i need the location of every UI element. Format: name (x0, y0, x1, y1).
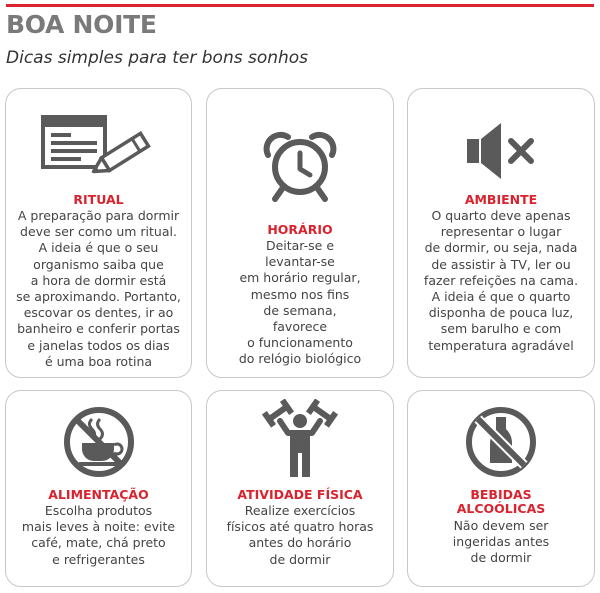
page-subtitle: Dicas simples para ter bons sonhos (6, 48, 309, 68)
card-title: RITUAL (73, 192, 124, 207)
card-text: Deitar-se e levantar-se em horário regular, mesmo nos fins de semana, favorece o funcionamento do relógio biológico (238, 238, 362, 367)
card-text: A preparação para dormir deve ser como um ritual. A ideia é que o seu organismo saiba que a hora de dormir está se aproximando. Portanto, escovar os dentes, ir ao banheiro e conferir portas e janelas todos os dias é uma boa rotina (16, 208, 181, 369)
card-title: HORÁRIO (267, 222, 333, 237)
card-title: ATIVIDADE FÍSICA (237, 487, 363, 502)
card-text: Escolha produtos mais leves à noite: evite café, mate, chá preto e refrigerantes (21, 503, 176, 567)
card-text: Não devem ser ingeridas antes de dormir (452, 518, 550, 566)
card-bebidas-alcoolicas (407, 390, 595, 587)
card-alimentacao (5, 390, 192, 587)
card-atividade-fisica (206, 390, 394, 587)
speaker-mute-icon (461, 119, 541, 183)
card-title: ALIMENTAÇÃO (48, 487, 149, 502)
card-ambiente (407, 88, 595, 378)
alarm-clock-icon (260, 129, 340, 205)
no-coffee-icon (62, 405, 136, 479)
card-text: O quarto deve apenas representar o lugar de dormir, ou seja, nada de assistir à TV, ler ou fazer refeições na cama. A ideia é que o quarto disponha de pouca luz, sem barulho e com temperatura agradável (423, 208, 579, 353)
card-text: Realize exercícios físicos até quatro horas antes do horário de dormir (226, 503, 374, 567)
card-ritual (5, 88, 192, 378)
card-title: AMBIENTE (464, 192, 538, 207)
notepad-pencil-icon (39, 111, 159, 175)
no-alcohol-icon (464, 405, 538, 479)
exercise-dumbbells-icon (258, 399, 342, 479)
header-rule (6, 4, 594, 7)
card-title: BEBIDAS ALCOÓLICAS (456, 487, 546, 516)
card-horario (206, 88, 394, 378)
page-title: BOA NOITE (6, 10, 157, 39)
